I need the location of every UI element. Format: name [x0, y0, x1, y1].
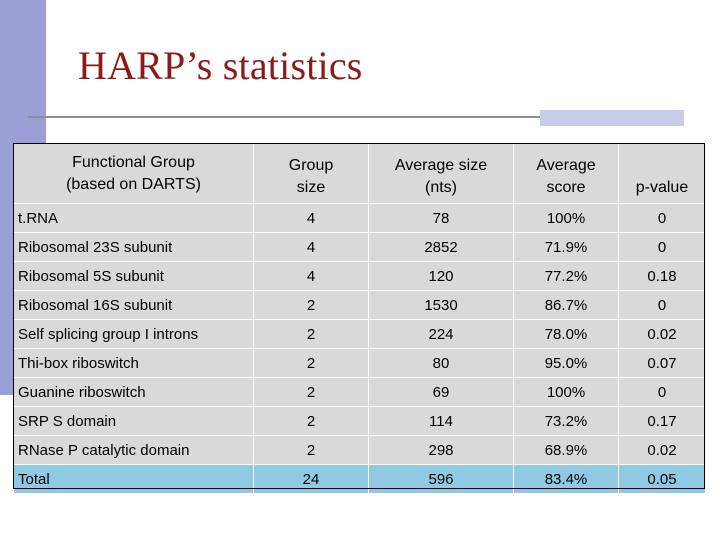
- group-size-cell: 4: [254, 204, 369, 233]
- p-value-cell: 0.18: [619, 262, 706, 291]
- table-row: [14, 436, 706, 465]
- average-score-cell: 100%: [514, 204, 619, 233]
- table-header-row: [14, 144, 706, 204]
- p-value-cell: 0: [619, 233, 706, 262]
- header-average-size-line1: Average size: [394, 157, 488, 174]
- table-row: [14, 407, 706, 436]
- table-row: [14, 204, 706, 233]
- average-size-cell: 2852: [369, 233, 514, 262]
- table-row: [14, 378, 706, 407]
- p-value-cell: 0: [619, 378, 706, 407]
- group-cell: Self splicing group I introns: [14, 320, 254, 349]
- average-size-cell: 69: [369, 378, 514, 407]
- statistics-table: [13, 143, 706, 494]
- average-size-cell: 224: [369, 320, 514, 349]
- group-cell: Thi-box riboswitch: [14, 349, 254, 378]
- group-size-cell: 2: [254, 378, 369, 407]
- header-functional-group: [14, 144, 254, 204]
- average-score-cell: 71.9%: [514, 233, 619, 262]
- average-size-cell: 78: [369, 204, 514, 233]
- header-average-score-line1: Average: [536, 157, 596, 174]
- table-row: [14, 349, 706, 378]
- group-size-cell: 4: [254, 233, 369, 262]
- table-body: [14, 204, 706, 494]
- table-row: [14, 233, 706, 262]
- table-total-row: [14, 465, 706, 494]
- group-size-cell: 4: [254, 262, 369, 291]
- header-functional-group-line2: (based on DARTS): [66, 175, 201, 193]
- average-size-cell: 80: [369, 349, 514, 378]
- title-rule-accent: [540, 110, 684, 126]
- group-size-cell: 2: [254, 291, 369, 320]
- group-cell: SRP S domain: [14, 407, 254, 436]
- average-size-cell: 120: [369, 262, 514, 291]
- group-size-cell: 2: [254, 349, 369, 378]
- table-row: [14, 320, 706, 349]
- header-p-value-label: p-value: [635, 179, 689, 196]
- total-label-cell: Total: [14, 465, 254, 494]
- header-average-score: [514, 144, 619, 204]
- header-functional-group-line1: Functional Group: [72, 153, 195, 171]
- average-score-cell: 100%: [514, 378, 619, 407]
- total-group-size-cell: 24: [254, 465, 369, 494]
- group-cell: Ribosomal 5S subunit: [14, 262, 254, 291]
- total-average-score-cell: 83.4%: [514, 465, 619, 494]
- average-score-cell: 73.2%: [514, 407, 619, 436]
- average-score-cell: 95.0%: [514, 349, 619, 378]
- average-score-cell: 86.7%: [514, 291, 619, 320]
- average-size-cell: 1530: [369, 291, 514, 320]
- slide-title: HARP’s statistics: [78, 43, 363, 88]
- table-row: [14, 262, 706, 291]
- header-group-size-line2: size: [296, 179, 326, 196]
- p-value-cell: 0: [619, 204, 706, 233]
- table-row: [14, 291, 706, 320]
- average-size-cell: 114: [369, 407, 514, 436]
- group-size-cell: 2: [254, 320, 369, 349]
- header-p-value: [619, 144, 706, 204]
- group-cell: Ribosomal 23S subunit: [14, 233, 254, 262]
- group-cell: t.RNA: [14, 204, 254, 233]
- average-score-cell: 78.0%: [514, 320, 619, 349]
- group-cell: Ribosomal 16S subunit: [14, 291, 254, 320]
- total-average-size-cell: 596: [369, 465, 514, 494]
- header-group-size-line1: Group: [288, 157, 334, 174]
- total-p-value-cell: 0.05: [619, 465, 706, 494]
- group-cell: Guanine riboswitch: [14, 378, 254, 407]
- average-score-cell: 68.9%: [514, 436, 619, 465]
- p-value-cell: 0.07: [619, 349, 706, 378]
- group-size-cell: 2: [254, 407, 369, 436]
- p-value-cell: 0.17: [619, 407, 706, 436]
- average-size-cell: 298: [369, 436, 514, 465]
- header-average-size-line2: (nts): [425, 179, 457, 196]
- header-group-size: [254, 144, 369, 204]
- header-average-score-line2: score: [546, 179, 586, 196]
- header-average-size: [369, 144, 514, 204]
- p-value-cell: 0: [619, 291, 706, 320]
- p-value-cell: 0.02: [619, 320, 706, 349]
- average-score-cell: 77.2%: [514, 262, 619, 291]
- group-size-cell: 2: [254, 436, 369, 465]
- p-value-cell: 0.02: [619, 436, 706, 465]
- group-cell: RNase P catalytic domain: [14, 436, 254, 465]
